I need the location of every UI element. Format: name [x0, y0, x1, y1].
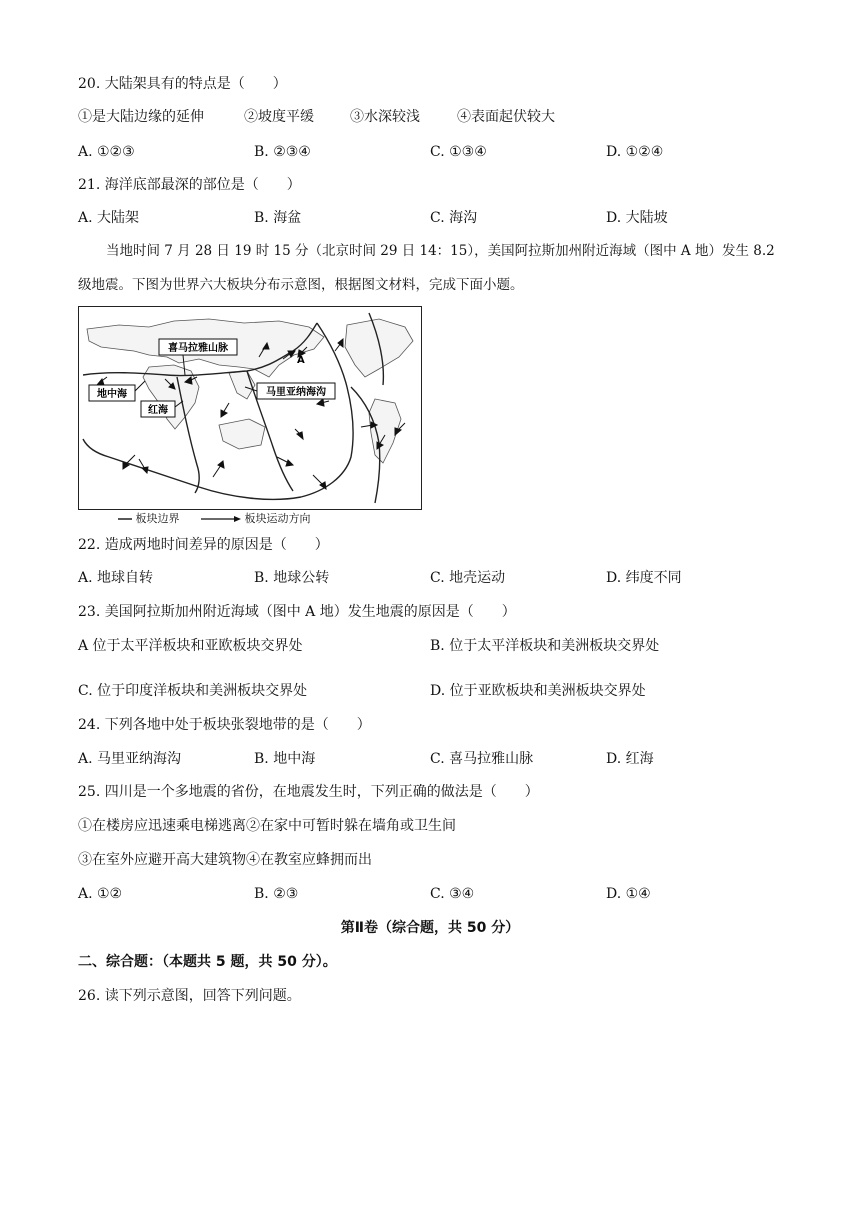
q25-option-b: B. ②③ [254, 886, 299, 902]
q24-option-d: D. 红海 [606, 751, 654, 767]
q24-option-c: C. 喜马拉雅山脉 [430, 751, 534, 767]
q24-option-a: A. 马里亚纳海沟 [78, 751, 182, 767]
q22-option-c: C. 地壳运动 [430, 570, 506, 586]
q22-option-d: D. 纬度不同 [606, 570, 682, 586]
q21-option-c: C. 海沟 [430, 210, 478, 226]
q25-option-a: A. ①② [78, 886, 123, 902]
section-heading: 二、综合题：（本题共 5 题，共 50 分）。 [78, 954, 337, 970]
q21-option-d: D. 大陆坡 [606, 210, 668, 226]
q23-option-d: D. 位于亚欧板块和美洲板块交界处 [430, 683, 646, 699]
q25-choices-line-1: ①在楼房应迅速乘电梯逃离②在家中可暂时躲在墙角或卫生间 [78, 818, 456, 834]
q21-stem: 21. 海洋底部最深的部位是（ ） [78, 177, 301, 193]
q20-statement-1: ①是大陆边缘的延伸 [78, 109, 204, 125]
q25-stem: 25. 四川是一个多地震的省份，在地震发生时，下列正确的做法是（ ） [78, 784, 539, 800]
q24-stem: 24. 下列各地中处于板块张裂地带的是（ ） [78, 717, 371, 733]
q21-option-a: A. 大陆架 [78, 210, 140, 226]
legend-boundary: 板块边界 [135, 512, 180, 525]
q21-option-b: B. 海盆 [254, 210, 302, 226]
legend-arrow-icon [201, 515, 241, 523]
q25-choices-line-2: ③在室外应避开高大建筑物④在教室应蜂拥而出 [78, 852, 372, 868]
q20-statement-3: ③水深较浅 [350, 109, 420, 125]
q20-option-c: C. ①③④ [430, 144, 487, 160]
label-himalaya: 喜马拉雅山脉 [168, 343, 228, 354]
q23-option-b: B. 位于太平洋板块和美洲板块交界处 [430, 638, 660, 654]
q20-option-a: A. ①②③ [78, 144, 135, 160]
label-mariana: 马里亚纳海沟 [266, 387, 326, 398]
q22-option-b: B. 地球公转 [254, 570, 330, 586]
label-mediterranean: 地中海 [97, 389, 127, 400]
q25-option-c: C. ③④ [430, 886, 475, 902]
plate-map-figure [78, 306, 422, 510]
q20-option-d: D. ①②④ [606, 144, 664, 160]
part2-title: 第Ⅱ卷（综合题，共 50 分） [340, 920, 520, 936]
q20-statement-2: ②坡度平缓 [244, 109, 314, 125]
label-red-sea: 红海 [148, 405, 168, 416]
q25-option-d: D. ①④ [606, 886, 651, 902]
q24-option-b: B. 地中海 [254, 751, 316, 767]
q22-option-a: A. 地球自转 [78, 570, 154, 586]
intro-paragraph: 当地时间 7 月 28 日 19 时 15 分（北京时间 29 日 14：15），美国阿拉斯加州附近海域（图中 A 地）发生 8.2 级地震。下图为世界六大板块分布示意图，根据图文材料，完成下面小题。 [78, 243, 775, 293]
legend-boundary-line-icon [118, 515, 132, 523]
q23-option-a: A 位于太平洋板块和亚欧板块交界处 [78, 638, 303, 654]
q22-stem: 22. 造成两地时间差异的原因是（ ） [78, 537, 329, 553]
q20-stem: 20. 大陆架具有的特点是（ ） [78, 76, 287, 92]
map-legend [118, 510, 311, 526]
q20-option-b: B. ②③④ [254, 144, 311, 160]
q26-stem: 26. 读下列示意图，回答下列问题。 [78, 988, 301, 1004]
continents [87, 319, 413, 463]
q20-statement-4: ④表面起伏较大 [457, 109, 555, 125]
legend-direction: 板块运动方向 [244, 512, 311, 525]
q23-stem: 23. 美国阿拉斯加州附近海域（图中 A 地）发生地震的原因是（ ） [78, 604, 516, 620]
q23-option-c: C. 位于印度洋板块和美洲板块交界处 [78, 683, 308, 699]
label-point-a: A [297, 355, 305, 366]
